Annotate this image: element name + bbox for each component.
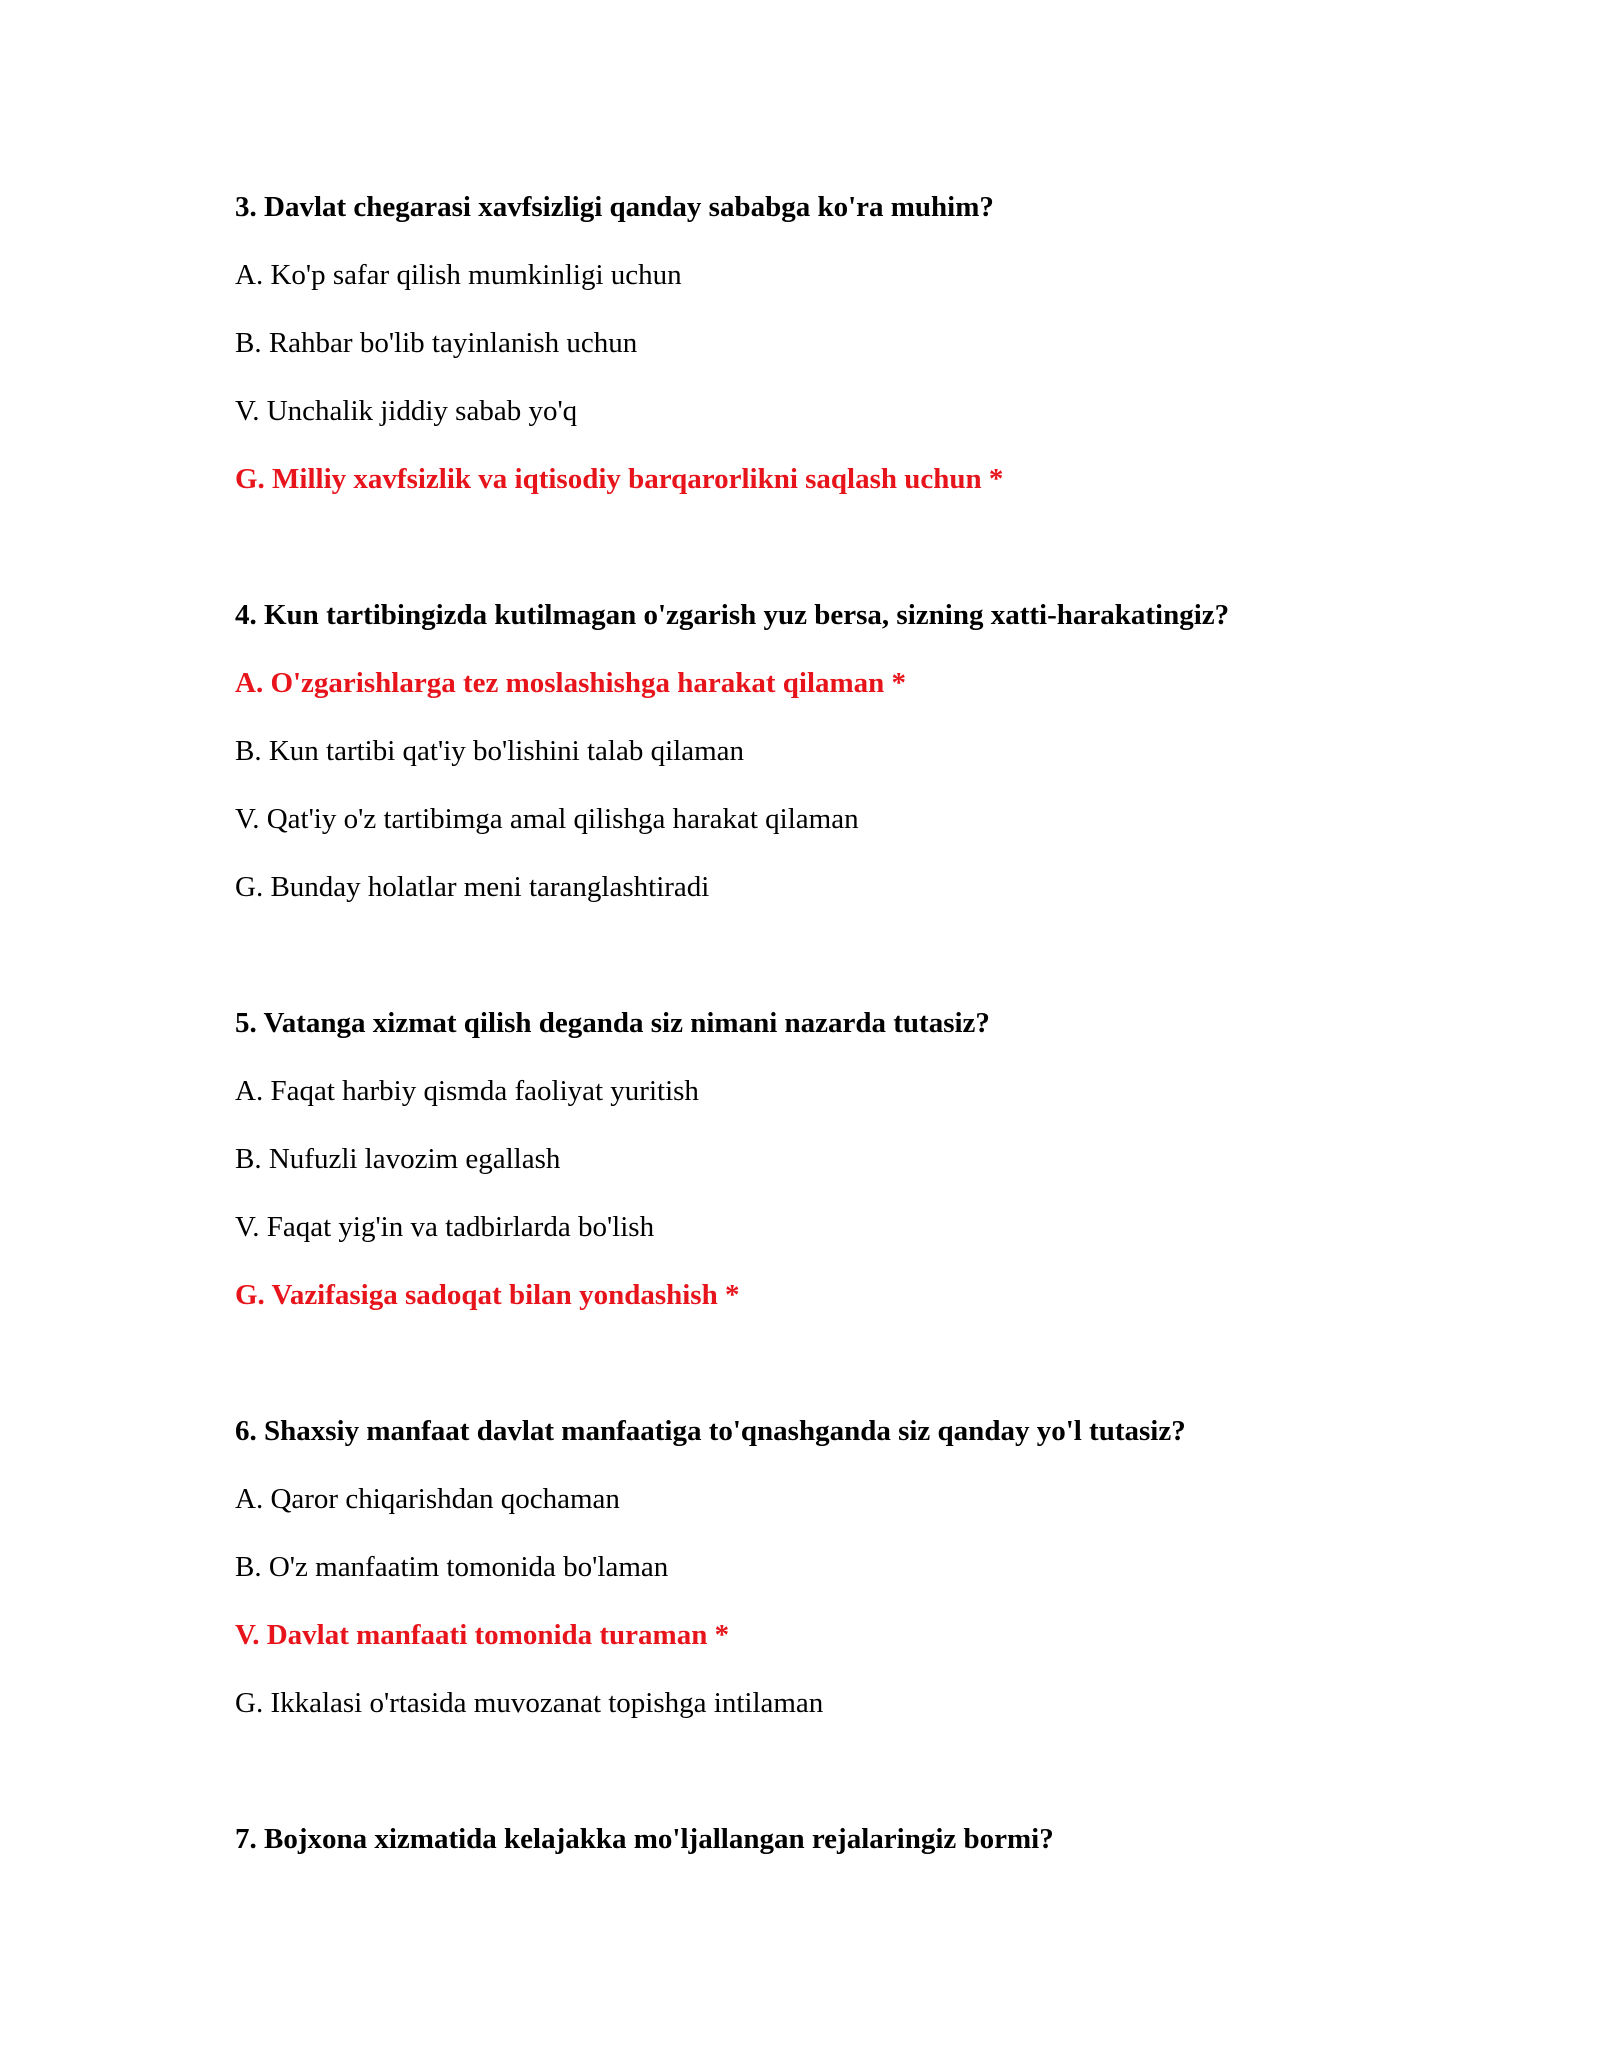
question-title: 5. Vatanga xizmat qilish deganda siz nimani nazarda tutasiz? <box>235 1007 990 1039</box>
question-title: 3. Davlat chegarasi xavfsizligi qanday sababga ko'ra muhim? <box>235 191 994 223</box>
question-5 <box>235 999 1435 1319</box>
question-title: 4. Kun tartibingizda kutilmagan o'zgarish yuz bersa, sizning xatti-harakatingiz? <box>235 599 1230 631</box>
answer-option-g: G. Bunday holatlar meni taranglashtiradi <box>235 871 710 903</box>
answer-option-a: A. Ko'p safar qilish mumkinligi uchun <box>235 259 682 291</box>
answer-option-g: G. Ikkalasi o'rtasida muvozanat topishga intilaman <box>235 1687 824 1719</box>
answer-option-b: B. Rahbar bo'lib tayinlanish uchun <box>235 327 638 359</box>
question-title: 6. Shaxsiy manfaat davlat manfaatiga to'qnashganda siz qanday yo'l tutasiz? <box>235 1415 1186 1447</box>
answer-option-a: A. Qaror chiqarishdan qochaman <box>235 1483 620 1515</box>
correct-answer-option-g: G. Milliy xavfsizlik va iqtisodiy barqarorlikni saqlash uchun * <box>235 463 1004 495</box>
question-3 <box>235 183 1435 503</box>
correct-answer-option-g: G. Vazifasiga sadoqat bilan yondashish * <box>235 1279 740 1311</box>
answer-option-b: B. Kun tartibi qat'iy bo'lishini talab qilaman <box>235 735 745 767</box>
correct-answer-option-a: A. O'zgarishlarga tez moslashishga harakat qilaman * <box>235 667 907 699</box>
answer-option-v: V. Qat'iy o'z tartibimga amal qilishga harakat qilaman <box>235 803 859 835</box>
document-page <box>235 183 1435 1883</box>
question-spacer <box>235 1339 1435 1407</box>
question-spacer <box>235 1747 1435 1815</box>
question-6 <box>235 1407 1435 1727</box>
question-title: 7. Bojxona xizmatida kelajakka mo'ljallangan rejalaringiz bormi? <box>235 1823 1054 1855</box>
answer-option-b: B. O'z manfaatim tomonida bo'laman <box>235 1551 669 1583</box>
question-spacer <box>235 523 1435 591</box>
question-4 <box>235 591 1435 911</box>
question-7 <box>235 1815 1435 1863</box>
correct-answer-option-v: V. Davlat manfaati tomonida turaman * <box>235 1619 730 1651</box>
answer-option-a: A. Faqat harbiy qismda faoliyat yuritish <box>235 1075 699 1107</box>
answer-option-b: B. Nufuzli lavozim egallash <box>235 1143 561 1175</box>
answer-option-v: V. Unchalik jiddiy sabab yo'q <box>235 395 578 427</box>
question-spacer <box>235 931 1435 999</box>
answer-option-v: V. Faqat yig'in va tadbirlarda bo'lish <box>235 1211 655 1243</box>
